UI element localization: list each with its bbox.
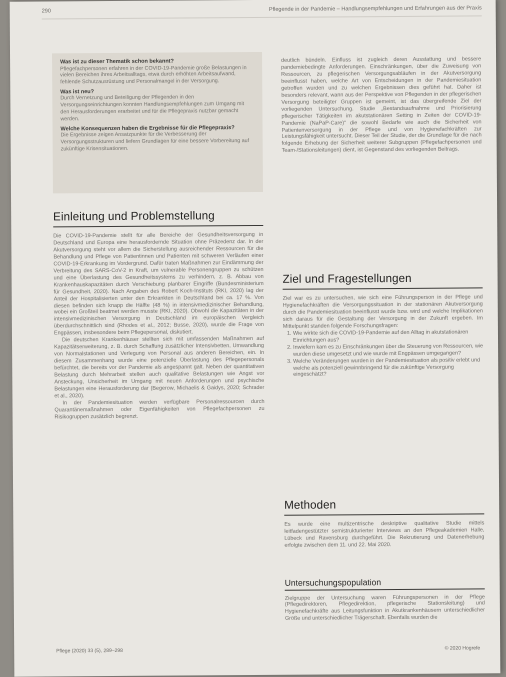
section-heading-goals: Ziel und Fragestellungen bbox=[282, 272, 412, 286]
left-column bbox=[52, 0, 265, 421]
research-question: 3. Welche Veränderungen wurden in der Pandemiesituation als positiv erlebt und welche als potenziell gewinnbringend für die zukünftige Versorgung eingeschätzt? bbox=[293, 357, 483, 379]
key-point-answer: Durch Vernetzung und Beteiligung der Pflegenden in den Versorgungseinrichtungen konnten Handlungsempfehlungen zum Umgang mit den Herausforderungen erarbeitet und für die Pflegepraxis nutzbar gemacht werden. bbox=[60, 94, 245, 123]
running-title: Pflegende in der Pandemie – Handlungsempfehlungen und Erfahrungen aus der Praxis bbox=[268, 5, 482, 13]
footer-copyright: © 2020 Hogrefe bbox=[444, 645, 481, 652]
population-body: Zielgruppe der Untersuchung waren Führungspersonen in der Pflege (Pflegedirektoren, Pflegedirektion, pflegerische Stationsleitung) und Hygienefachkräfte aus Leitungsfunktion in Akutkrankenhäusern unterschiedlicher Größe und unterschiedlicher Trägerschaft. Ebenfalls wurden die bbox=[284, 593, 485, 623]
intro-continuation bbox=[281, 56, 482, 155]
population-section bbox=[285, 576, 485, 623]
page-number: 290 bbox=[41, 8, 51, 15]
journal-page bbox=[10, 0, 501, 677]
footer-citation: Pflege (2020) 33 (5), 289–298 bbox=[56, 647, 123, 655]
methods-body: Es wurde eine multizentrische deskriptive qualitative Studie mittels leitfadengestützter semistrukturierter Interviews an den Pflegeakademien Halle, Lübeck und Ravensburg durchgeführt. Die Rekrutierung und Datenerhebung erfolgte zwischen dem 11. und 22. Mai 2020. bbox=[284, 520, 485, 549]
intro-section bbox=[53, 210, 264, 421]
paragraph: Die COVID-19-Pandemie stellt für alle Bereiche der Gesundheitsversorgung in Deutschland und Europa eine herausfordernde Situation ohne Präzedenz dar. In der Akutversorgung steht vor allem die Sicherstellung ausreichender Ressourcen für die Behandlung und Pflege von Patientinnen und Patienten mit schweren Verläufen einer COVID-19-Erkrankung im Vordergrund. Dafür traten Maßnahmen zur Eindämmung der Verbreitung des SARS-CoV-2 in Kraft, um vulnerable Personengruppen zu schützen und eine Überlastung des Gesundheitssystems zu verhindern, z. B. Abbau von Krankenhauskapazitäten durch Verschiebung planbarer Eingriffe (Bundesministerium für Gesundheit, 2020). Nach Angaben des Robert Koch-Instituts (RKI, 2020) lag der Anteil der Hospitalisierten unter den Erkrankten in Deutschland bei ca. 17 %. Von diesen befinden sich knapp die Hälfte (48 %) in intensivmedizinischer Behandlung, wobei ein Großteil beatmet werden musste (RKI, 2020). Obwohl die Kapazitäten in der intensivmedizinischen Versorgung in Deutschland im europäischen Vergleich überdurchschnittlich sind (Rhodes et al., 2012; Busse, 2020), wurde die Frage von Engpässen, insbesondere beim Pflegepersonal, diskutiert. bbox=[53, 231, 264, 337]
intro-body bbox=[53, 232, 264, 421]
goals-intro: Ziel war es zu untersuchen, wie sich eine Führungsperson in der Pflege und Hygienefachkräften die Versorgungssituation in der stationären Akutversorgung durch die Pandemiesituation beeinflusst wurde bzw. wird und welche Implikationen sich daraus für die Gestaltung der Versorgung in der Zukunft ergeben. Im Mittelpunkt standen folgende Forschungsfragen: bbox=[282, 294, 483, 330]
methods-section bbox=[284, 498, 484, 549]
section-rule bbox=[283, 287, 483, 289]
key-points-box bbox=[52, 52, 263, 193]
key-point bbox=[61, 125, 255, 153]
key-point bbox=[60, 88, 254, 123]
subsection-rule bbox=[285, 588, 485, 590]
research-question: 1. Wie wirkte sich die COVID-19-Pandemie auf den Alltag in akutstationären Einrichtungen aus? bbox=[293, 329, 483, 344]
key-point-answer: Pflegefachpersonen erfahren in der COVID-19-Pandemie große Belastungen in vielen Bereichen ihres Arbeitsalltags, etwa durch erhöhten Arbeitsaufwand, fehlende Schutzausrüstung und Personalmangel in der Versorgung. bbox=[60, 64, 247, 86]
key-point-answer: Die Ergebnisse zeigen Ansatzpunkte für die Verbesserung der Versorgungsstrukturen und liefern Grundlagen für eine bessere Vorbereitung auf zukünftige Krisensituationen. bbox=[60, 131, 250, 153]
section-rule bbox=[284, 513, 484, 515]
research-question: 2. Inwiefern kam es zu Einschränkungen über die Steuerung von Ressourcen, wie wurden diese umgesetzt und wie wurde mit Engpässen umgegangen? bbox=[293, 343, 483, 358]
research-questions bbox=[283, 329, 483, 379]
paragraph: In der Pandemiesituation werden verfügbare Personalressourcen durch Quarantänemaßnahmen oder Eigenfähigkeiten von Pflegefachpersonen zu Risikogruppen zusätzlich begrenzt. bbox=[54, 398, 265, 421]
paragraph: deutlich bündeln. Einfluss ist zugleich deren Ausstattung und bessere pandemiebedingte Anforderungen. Einschränkungen, über die Zuweisung von Ressourcen, zu pflegerischen Versorgungsabläufen in der Akutversorgung beeinflusst haben, welche Art von Entscheidungen in der Pandemiesituation getroffen wurden und zu welchen Ergebnissen dies geführt hat. Daher ist besonders relevant, wann aus der Perspektive von Pflegenden in der pflegerischen Versorgung beteiligter Gruppen ist gemeint, ist das übergreifende Ziel der vorliegenden Untersuchung. Studie „Bestandsaufnahme und Priorisierung pflegerischer Tätigkeiten im akutstationären Setting in Zeiten der COVID-19-Pandemie (NaPaP-Care)“ die sowohl Bedarfe wie auch die Sicherheit von Patientenversorgung in der Pflege und von Hygienefachkräften zur Leistungsfähigkeit untersucht. Dieser Teil der Studie, der die Grundlage für die nach folgende Erhebung der Sicherheit weiterer Subgruppen (Pflegefachpersonen und Team-/Stationsleitungen) dient, ist Gegenstand des vorliegenden Beitrags. bbox=[281, 56, 482, 155]
paragraph: Die deutschen Krankenhäuser stellten sich mit umfassenden Maßnahmen auf Kapazitätserweiterung, z. B. durch Schaffung zusätzlicher Intensivbetten, Umwandlung von Normalstationen und Verlegung von Personal aus anderen Bereichen, ein. In diesem Zusammenhang wurde eine potenzielle Überlastung des Pflegepersonals befürchtet, die bereits vor der Pandemie als angespannt galt. Neben der quantitativen Belastung durch Mehrarbeit stellen auch qualitative Belastungen wie Angst vor Ansteckung, Unsicherheit im Umgang mit neuen Anforderungen und psychische Belastungen eine Herausforderung dar (Begerow, Michaelis & Gaidys, 2020; Schrader et al., 2020). bbox=[54, 336, 265, 400]
subsection-heading-population: Untersuchungspopulation bbox=[284, 577, 382, 588]
section-rule bbox=[53, 225, 263, 227]
section-heading-intro: Einleitung und Problemstellung bbox=[53, 210, 215, 224]
key-point-question: Was ist zu dieser Thematik schon bekannt? bbox=[60, 58, 174, 66]
running-header bbox=[42, 3, 482, 16]
goals-section bbox=[283, 272, 484, 379]
key-point bbox=[60, 58, 254, 86]
section-heading-methods: Methoden bbox=[284, 499, 337, 512]
key-point-question: Welche Konsequenzen haben die Ergebnisse für die Pflegepraxis? bbox=[60, 124, 235, 132]
key-point-question: Was ist neu? bbox=[60, 89, 95, 96]
